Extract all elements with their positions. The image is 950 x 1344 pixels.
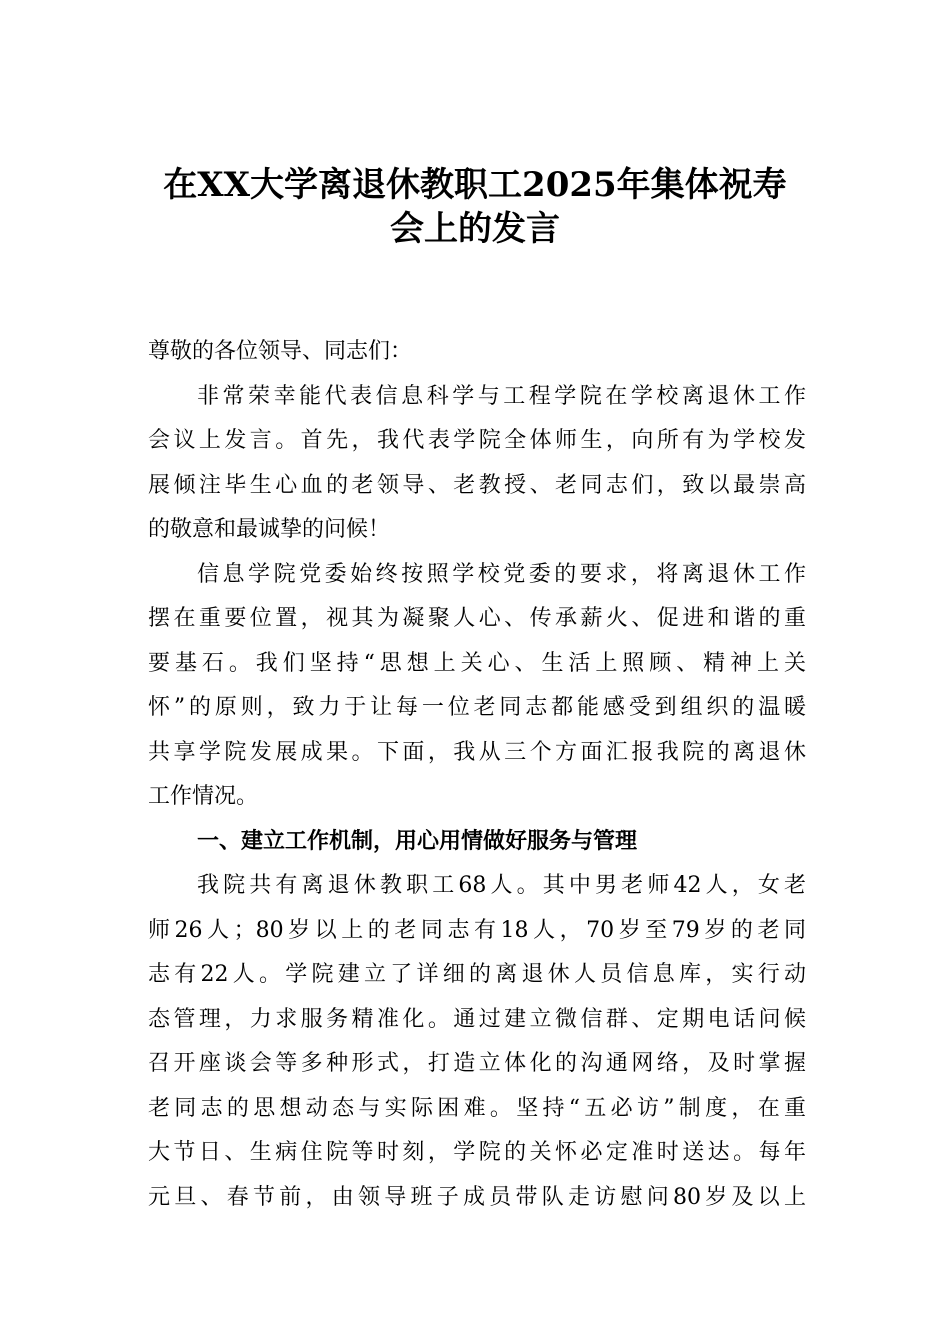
paragraph-line: 要基石。我们坚持“思想上关心、生活上照顾、精神上关: [148, 650, 806, 676]
paragraph-line: 尊敬的各位领导、同志们：: [148, 339, 413, 364]
paragraph-line: 的敬意和最诚挚的问候！: [148, 517, 391, 542]
paragraph-line: 共享学院发展成果。下面，我从三个方面汇报我院的离退休: [148, 739, 806, 765]
paragraph-line: 召开座谈会等多种形式，打造立体化的沟通网络，及时掌握: [148, 1051, 806, 1076]
paragraph-line: 我院共有离退休教职工68人。其中男老师42人，女老: [197, 873, 806, 898]
paragraph-line: 元旦、春节前，由领导班子成员带队走访慰问80岁及以上: [148, 1184, 806, 1210]
paragraph-line: 怀”的原则，致力于让每一位老同志都能感受到组织的温暖: [148, 695, 806, 720]
paragraph-line: 大节日、生病住院等时刻，学院的关怀必定准时送达。每年: [148, 1140, 806, 1165]
paragraph-line: 志有22人。学院建立了详细的离退休人员信息库，实行动: [148, 962, 806, 987]
section-heading: 一、建立工作机制，用心用情做好服务与管理: [197, 828, 638, 854]
paragraph-line: 会议上发言。首先，我代表学院全体师生，向所有为学校发: [148, 428, 806, 453]
paragraph-line: 非常荣幸能代表信息科学与工程学院在学校离退休工作: [197, 383, 806, 409]
paragraph-line: 信息学院党委始终按照学校党委的要求，将离退休工作: [197, 561, 806, 587]
paragraph-line: 师26人；80岁以上的老同志有18人，70岁至79岁的老同: [148, 917, 806, 943]
paragraph-line: 展倾注毕生心血的老领导、老教授、老同志们，致以最崇高: [148, 472, 806, 498]
document-title-line-2: 会上的发言: [390, 209, 560, 249]
paragraph-line: 态管理，力求服务精准化。通过建立微信群、定期电话问候: [148, 1006, 806, 1032]
paragraph-line: 工作情况。: [148, 784, 259, 809]
document-title-line-1: 在XX大学离退休教职工2025年集体祝寿: [163, 165, 787, 205]
paragraph-line: 老同志的思想动态与实际困难。坚持“五必访”制度，在重: [148, 1095, 806, 1121]
paragraph-line: 摆在重要位置，视其为凝聚人心、传承薪火、促进和谐的重: [148, 606, 806, 631]
